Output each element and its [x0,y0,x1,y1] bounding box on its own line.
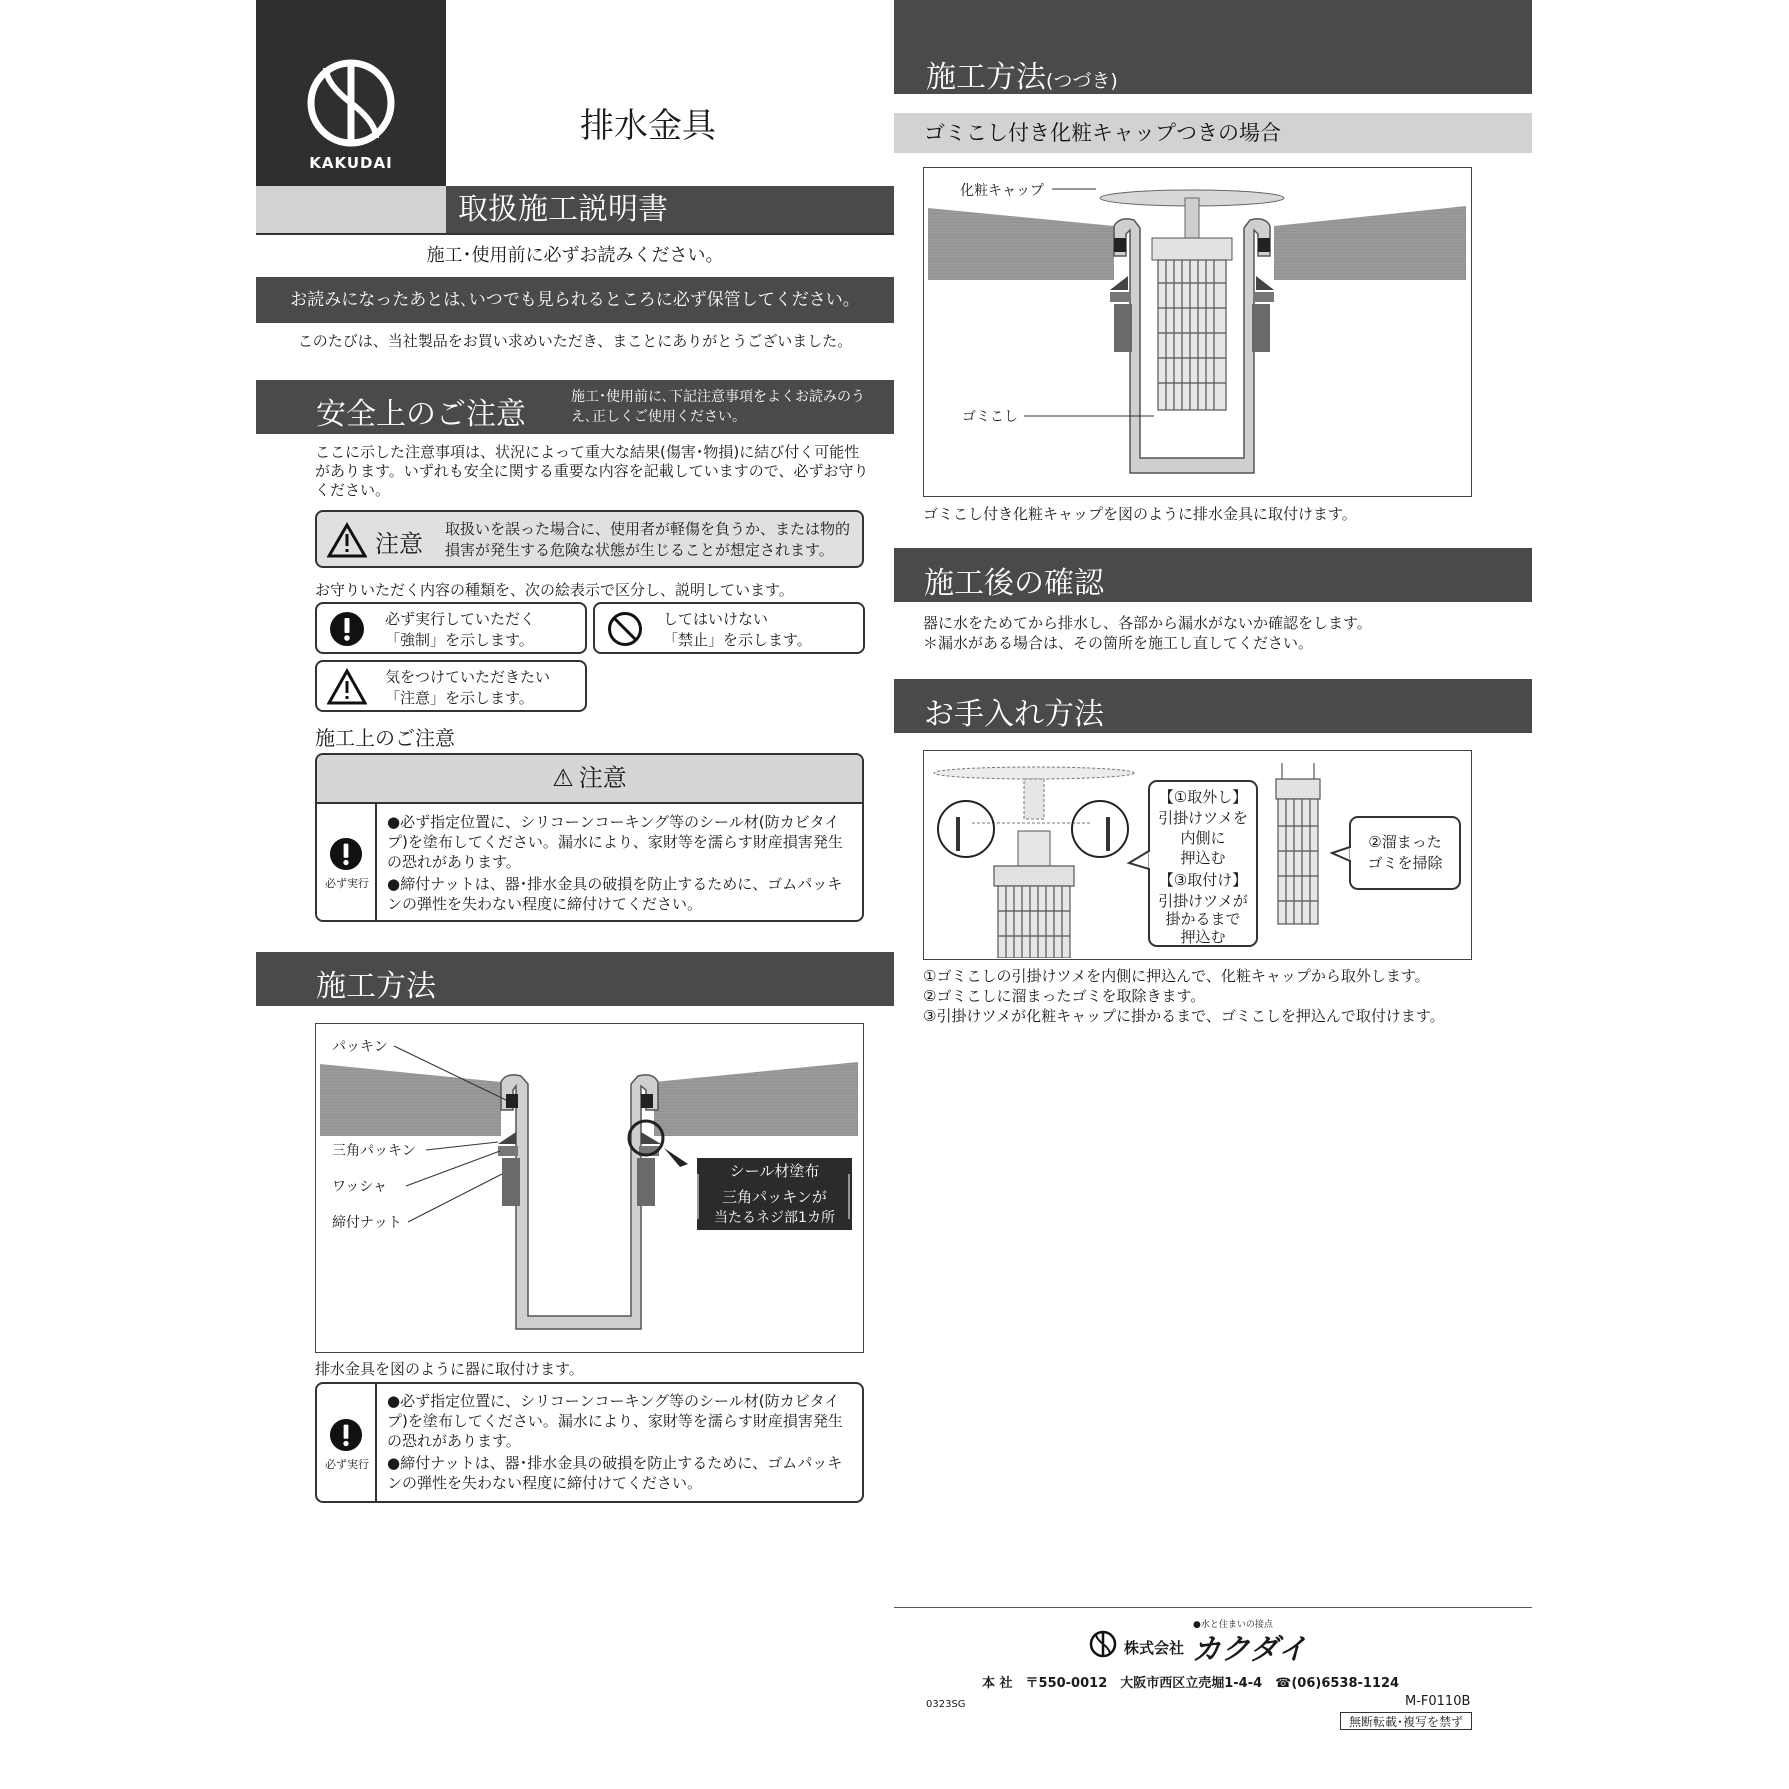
safety-header [256,380,894,434]
method-title: 施工方法 [316,969,436,1004]
footer-address: 本 社 〒550-0012 大阪市西区立売堀1-4-4 ☎(06)6538-1124 [982,1676,1400,1691]
callout-line-3: 当たるネジ部1カ所 [714,1210,835,1226]
label-triangle-packing: 三角パッキン [332,1143,416,1159]
logo-block [256,0,446,186]
care-diagram [923,750,1472,960]
caution-triangle-icon [327,668,367,706]
legend-mandatory [315,602,587,654]
footer-company-prefix: 株式会社 [1124,1639,1185,1657]
keep-notice: お読みになったあとは､いつでも見られるところに必ず保管してください。 [256,277,894,323]
care-step-1: ①ゴミこしの引掛けツメを内側に押込んで、化粧キャップから取外します。 [923,967,1430,985]
method-notes [315,1382,864,1503]
cap-filter-illustration [924,168,1470,495]
legend-prohibit-line1: してはいけない [663,610,769,628]
caution-table-header [317,755,862,804]
caution-note-2: ●締付ナットは、器･排水金具の破損を防止するために、ゴムパッキンの弾性を失わない程度に締付けてください。 [387,875,843,913]
footer-copyright: 無断転載･複写を禁ず [1340,1712,1472,1730]
label-washer: ワッシャ [332,1179,388,1195]
clean-box-line2: ゴミを掃除 [1367,854,1443,872]
method-cont-sub: ゴミこし付き化粧キャップつきの場合 [894,113,1532,153]
label-debris-filter: ゴミこし [962,409,1018,425]
warning-triangle-icon: ⚠ [552,764,574,792]
after-check-line1: 器に水をためてから排水し、各部から漏水がないか確認をします。 [923,614,1372,632]
callout-line-1: シール材塗布 [729,1162,820,1180]
label-packing: パッキン [332,1039,388,1055]
after-check-title: 施工後の確認 [924,566,1104,601]
legend-prohibit [593,602,865,654]
legend-mandatory-line2: 「強制」を示します。 [385,631,534,649]
mandatory-icon [329,1418,363,1452]
must-do-label: 必ず実行 [325,1458,369,1471]
label-nut: 締付ナット [332,1215,402,1231]
cap-diagram [923,167,1472,497]
attach-box-line1: 引掛けツメが [1158,892,1248,910]
footer-tagline: ●水と住まいの接点 [1193,1620,1273,1630]
doc-title: 取扱施工説明書 [446,186,894,234]
callout-line-2: 三角パッキンが [722,1188,827,1206]
warning-triangle-icon [327,522,367,558]
remove-box-title: 【①取外し】 [1158,788,1248,806]
must-do-label: 必ず実行 [325,877,369,890]
footer-company: カクダイ [1192,1632,1307,1666]
method-caption: 排水金具を図のように器に取付けます。 [315,1360,584,1378]
method-diagram [315,1023,864,1353]
method-cont-title-suffix: (つづき) [1046,70,1118,92]
after-check-line2: ＊漏水がある場合は、その箇所を施工し直してください。 [923,634,1314,652]
method-note-2: ●締付ナットは、器･排水金具の破損を防止するために、ゴムパッキンの弾性を失わない程度に締付けてください。 [387,1454,843,1492]
footer-rule [894,1607,1532,1608]
mandatory-icon [329,837,363,871]
remove-box-line1: 引掛けツメを [1158,809,1248,827]
remove-box-line2: 内側に [1180,829,1226,847]
method-header [256,952,894,1006]
kakudai-logo-icon [1088,1629,1118,1659]
legend-prohibit-line2: 「禁止」を示します。 [663,631,812,649]
mandatory-icon [329,611,365,647]
footer-date-code: 0323SG [926,1699,966,1710]
brand-name: KAKUDAI [309,154,393,172]
care-step-2: ②ゴミこしに溜まったゴミを取除きます。 [923,987,1206,1005]
legend-caution-line1: 気をつけていただきたい [385,668,551,686]
method-cont-title-main: 施工方法 [926,60,1046,95]
caution-definition-box [315,510,864,568]
construction-caution-title: 施工上のご注意 [315,726,455,750]
label-cosmetic-cap: 化粧キャップ [960,183,1044,199]
method-note-1: ●必ず指定位置に、シリコーンコーキング等のシール材(防カビタイプ)を塗布してください。漏水により、家財等を濡らす財産損害発生の恐れがあります。 [387,1392,843,1450]
safety-title: 安全上のご注意 [316,397,526,432]
method-cont-header [894,0,1532,94]
product-name: 排水金具 [580,106,716,146]
cap-caption: ゴミこし付き化粧キャップを図のように排水金具に取付けます。 [923,505,1357,523]
after-check-header [894,548,1532,602]
caution-text: 取扱いを誤った場合に、使用者が軽傷を負うか、または物的損害が発生する危険な状態が生じることが想定されます。 [445,520,851,559]
thanks-text: このたびは、当社製品をお買い求めいただき、まことにありがとうございました。 [297,332,853,350]
legend-mandatory-line1: 必ず実行していただく [385,610,536,628]
footer-brand [1088,1617,1338,1665]
safety-intro: ここに示した注意事項は、状況によって重大な結果(傷害･物損)に結び付く可能性があります。いずれも安全に関する重要な内容を記載していますので、必ずお守りください。 [315,443,869,499]
legend-caution-line2: 「注意」を示します。 [385,689,534,707]
method-cont-title [926,52,1118,96]
read-before-notice: 施工･使用前に必ずお読みください。 [426,245,724,266]
care-step-3: ③引掛けツメが化粧キャップに掛かるまで、ゴミこしを押込んで取付けます。 [923,1007,1445,1025]
attach-box-line2: 掛かるまで [1165,910,1241,928]
attach-box-title: 【③取付け】 [1158,871,1248,889]
prohibit-icon [607,611,643,647]
caution-table [315,753,864,922]
care-title: お手入れ方法 [924,697,1104,732]
caution-note-1: ●必ず指定位置に、シリコーンコーキング等のシール材(防カビタイプ)を塗布してください。漏水により、家財等を濡らす財産損害発生の恐れがあります。 [387,813,843,871]
caution-table-divider [375,804,377,922]
legend-caution [315,660,587,712]
care-header [894,679,1532,733]
clean-box-line1: ②溜まった [1368,833,1442,851]
doc-title-rule [256,233,894,235]
footer-doc-code: M-F0110B [1405,1694,1471,1709]
method-notes-divider [375,1384,377,1503]
caution-label: 注意 [375,530,423,558]
legend-intro: お守りいただく内容の種類を、次の絵表示で区分し、説明しています。 [315,581,794,599]
remove-box-line3: 押込む [1180,849,1226,867]
safety-subtitle: 施工･使用前に､下記注意事項をよくお読みのうえ､正しくご使用ください。 [571,389,865,425]
caution-table-header-label: 注意 [578,764,627,792]
attach-box-line3: 押込む [1180,928,1226,946]
